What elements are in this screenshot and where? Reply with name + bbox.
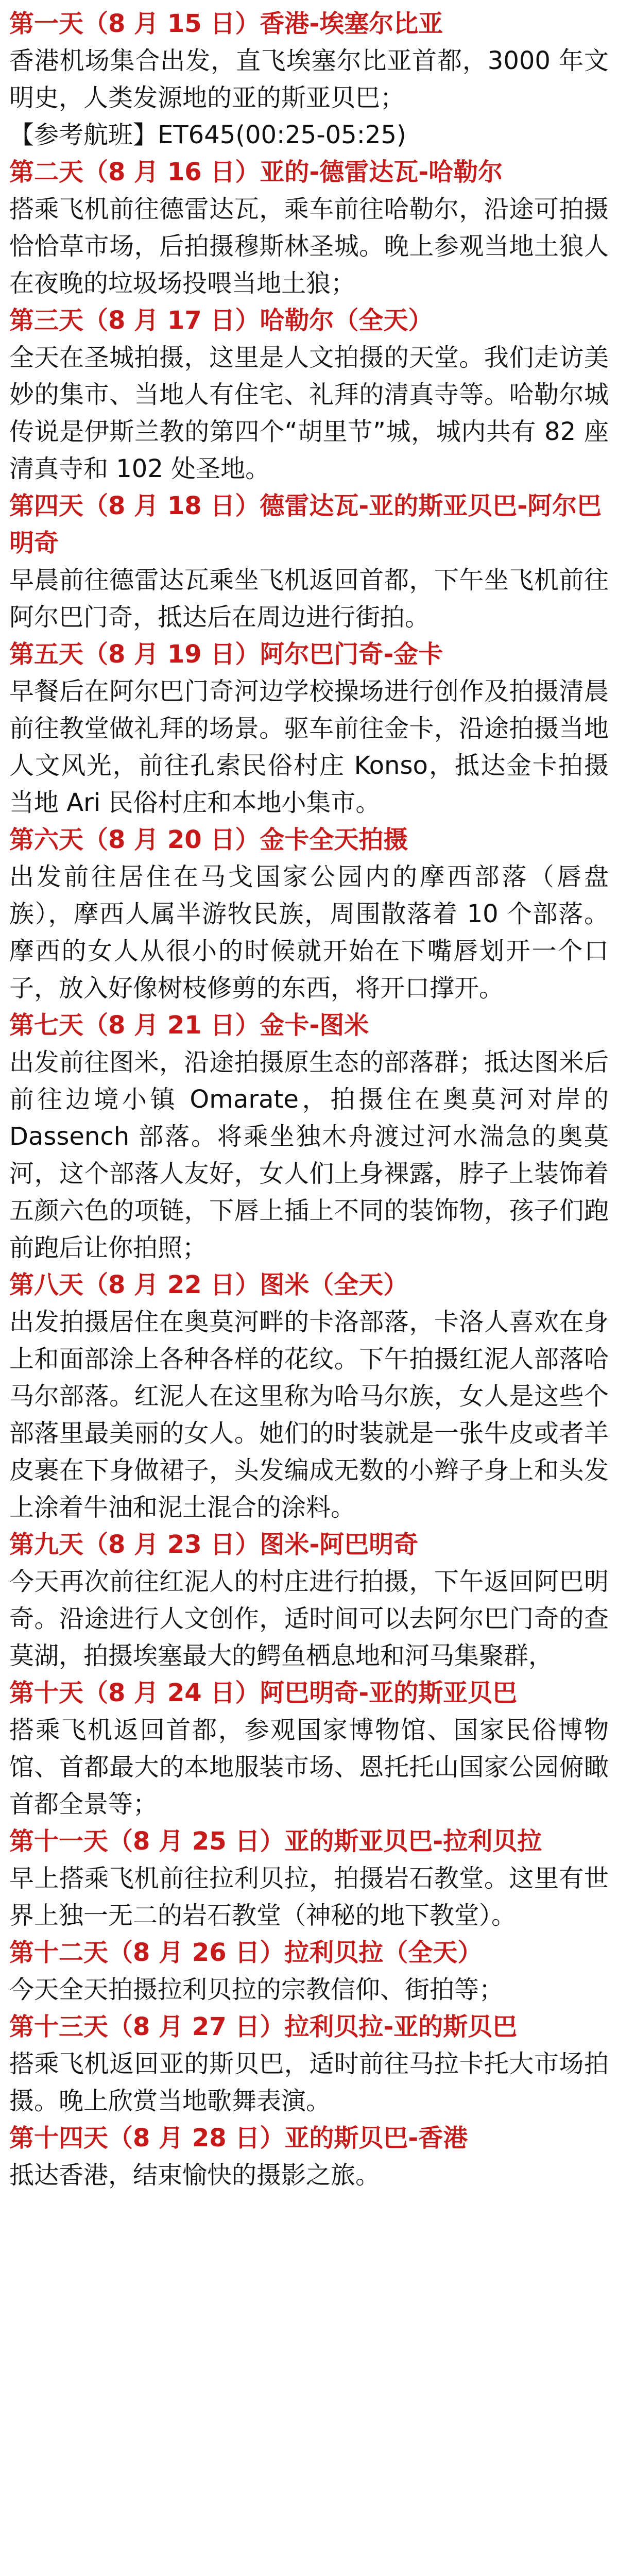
day-7 (9, 1007, 609, 1266)
day-4 (9, 487, 609, 636)
day-3 (9, 302, 609, 487)
day-4-title: 第四天（8 月 18 日）德雷达瓦-亚的斯亚贝巴-阿尔巴明奇 (9, 492, 602, 557)
day-10-description: 搭乘飞机返回首都，参观国家博物馆、国家民俗博物馆、首都最大的本地服装市场、恩托托山国家公园俯瞰首都全景等； (9, 1716, 609, 1819)
day-2 (9, 154, 609, 302)
day-2-description: 搭乘飞机前往德雷达瓦，乘车前往哈勒尔，沿途可拍摄恰恰草市场，后拍摄穆斯林圣城。晚上参观当地土狼人在夜晚的垃圾场投喂当地土狼； (9, 195, 609, 298)
day-7-title: 第七天（8 月 21 日）金卡-图米 (9, 1011, 369, 1040)
day-6-title: 第六天（8 月 20 日）金卡全天拍摄 (9, 825, 408, 854)
day-8-title: 第八天（8 月 22 日）图米（全天） (9, 1270, 408, 1299)
day-12 (9, 1934, 609, 2008)
day-10 (9, 1674, 609, 1823)
day-14-title: 第十四天（8 月 28 日）亚的斯贝巴-香港 (9, 2124, 468, 2153)
day-13 (9, 2008, 609, 2120)
day-5-title: 第五天（8 月 19 日）阿尔巴门奇-金卡 (9, 640, 443, 669)
day-12-title: 第十二天（8 月 26 日）拉利贝拉（全天） (9, 1938, 483, 1967)
itinerary-document (9, 5, 609, 2194)
day-1-title: 第一天（8 月 15 日）香港-埃塞尔比亚 (9, 9, 443, 38)
day-1-description: 香港机场集合出发，直飞埃塞尔比亚首都，3000 年文明史，人类发源地的亚的斯亚贝巴； (9, 46, 609, 112)
day-1-flight-reference: 【参考航班】ET645(00:25-05:25) (9, 121, 406, 149)
day-1 (9, 5, 609, 154)
day-9 (9, 1526, 609, 1674)
day-8-description: 出发拍摄居住在奥莫河畔的卡洛部落，卡洛人喜欢在身上和面部涂上各种各样的花纹。下午拍摄红泥人部落哈马尔部落。红泥人在这里称为哈马尔族，女人是这些个部落里最美丽的女人。她们的时装就是一张牛皮或者羊皮裹在下身做裙子，头发编成无数的小辫子身上和头发上涂着牛油和泥土混合的涂料。 (9, 1308, 609, 1522)
day-5 (9, 636, 609, 821)
day-13-title: 第十三天（8 月 27 日）拉利贝拉-亚的斯贝巴 (9, 2012, 518, 2041)
day-9-title: 第九天（8 月 23 日）图米-阿巴明奇 (9, 1530, 419, 1559)
day-10-title: 第十天（8 月 24 日）阿巴明奇-亚的斯亚贝巴 (9, 1679, 518, 1707)
day-12-description: 今天全天拍摄拉利贝拉的宗教信仰、街拍等； (9, 1975, 504, 2004)
day-4-description: 早晨前往德雷达瓦乘坐飞机返回首都，下午坐飞机前往阿尔巴门奇，抵达后在周边进行街拍。 (9, 566, 609, 632)
day-14-description: 抵达香港，结束愉快的摄影之旅。 (9, 2161, 381, 2190)
day-2-title: 第二天（8 月 16 日）亚的-德雷达瓦-哈勒尔 (9, 158, 503, 187)
day-11-description: 早上搭乘飞机前往拉利贝拉，拍摄岩石教堂。这里有世界上独一无二的岩石教堂（神秘的地下教堂）。 (9, 1864, 609, 1930)
day-3-description: 全天在圣城拍摄，这里是人文拍摄的天堂。我们走访美妙的集市、当地人有住宅、礼拜的清真寺等。哈勒尔城传说是伊斯兰教的第四个“胡里节”城，城内共有 82 座清真寺和 102 处圣地。 (9, 343, 609, 483)
day-11-title: 第十一天（8 月 25 日）亚的斯亚贝巴-拉利贝拉 (9, 1827, 542, 1856)
day-5-description: 早餐后在阿尔巴门奇河边学校操场进行创作及拍摄清晨前往教堂做礼拜的场景。驱车前往金卡，沿途拍摄当地人文风光，前往孔索民俗村庄 Konso，抵达金卡拍摄当地 Ari 民俗村庄和本地小集市。 (9, 677, 609, 817)
day-3-title: 第三天（8 月 17 日）哈勒尔（全天） (9, 306, 433, 335)
day-6 (9, 821, 609, 1007)
day-13-description: 搭乘飞机返回亚的斯贝巴，适时前往马拉卡托大市场拍摄。晚上欣赏当地歌舞表演。 (9, 2049, 609, 2115)
day-7-description: 出发前往图米，沿途拍摄原生态的部落群；抵达图米后前往边境小镇 Omarate，拍摄住在奥莫河对岸的 Dassench 部落。将乘坐独木舟渡过河水湍急的奥莫河，这个部落人友好，女人们上身裸露，脖子上装饰着五颜六色的项链，下唇上插上不同的装饰物，孩子们跑前跑后让你拍照； (9, 1048, 609, 1262)
day-14 (9, 2120, 609, 2194)
day-11 (9, 1823, 609, 1934)
day-8 (9, 1266, 609, 1526)
day-6-description: 出发前往居住在马戈国家公园内的摩西部落（唇盘族），摩西人属半游牧民族，周围散落着 10 个部落。摩西的女人从很小的时候就开始在下嘴唇划开一个口子，放入好像树枝修剪的东西，将开口撑开。 (9, 862, 609, 1003)
day-9-description: 今天再次前往红泥人的村庄进行拍摄，下午返回阿巴明奇。沿途进行人文创作，适时间可以去阿尔巴门奇的查莫湖，拍摄埃塞最大的鳄鱼栖息地和河马集聚群， (9, 1567, 609, 1670)
